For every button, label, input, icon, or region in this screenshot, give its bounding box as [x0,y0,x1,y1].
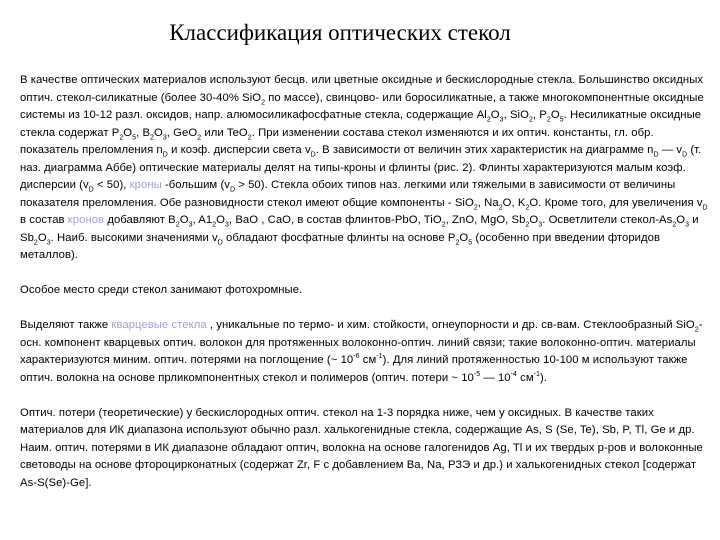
slide-body [20,72,710,492]
link-quartz-glass[interactable]: кварцевые стекла [111,319,207,331]
paragraph-oxygen-free: Оптич. потери (теоретические) у бескислородных оптич. стекол на 1-3 порядка ниже, чем у оксидных. В качестве таких материалов для ИК диапазона используют обычно разл. халькогенидные стекла, содержащие As, S (Se, Te), Sb, P, Tl, Ge и др. Наим. оптич. потерями в ИК диапазоне обладают оптич, волокна на основе галогенидов Ag, Tl и их твердых р-ров и волоконные световоды на основе фтороцирконатных (содержат Zr, F с добавлением Ba, Na, РЗЭ и др.) и халькогенидных стекол [содержат As-S(Se)-Ge]. [20,406,703,489]
paragraph-abbe: В качестве оптических материалов используют бесцв. или цветные оксидные и бескислородные стекла. Большинство оксидных оптич. стекол-силикатные (более 30-40% SiO$_2$ по массе), свинцово- или боросиликатные, а также многокомпонентные оксидные системы из 10-12 разл. оксидов, напр. алюмосиликафосфатные стекла, содержащие $Al_2O_3$, SiO$_2$, $P_2O_5$. Несиликатные оксидные стекла содержат $P_2O_5$, $B_2O_3$, GeO$_2$ или TeO$_2$. При изменении состава стекол изменяются и их оптич. константы, гл. обр. показатель преломления $n_D$ и коэф. дисперсии света $v_D$. В зависимости от величин этих характеристик на диаграмме $n_D$ — $v_D$ (т. наз. диаграмма Аббе) оптические материалы делят на типы-кроны и флинты (рис. 2). Флинты характеризуются малым коэф. дисперсии $(v_D < 50)$, кроны -большим $(v_D > 50)$. Стекла обоих типов наз. легкими или тяжелыми в зависимости от величины показателя преломления. Обе разновидности стекол имеют общие компоненты - SiO$_2$, $Na_2O$, $K_2O$. Кроме того, для увеличения $v_D$ в состав кронов добавляют $B_2O_3$, $A1_2O_3$, BaO , CaO, в состав флинтов-PbO, TiO$_2$, ZnO, MgO, $Sb_2O_3$. Осветлители стекол-$As_2O_3$ и $Sb_2O_3$. Наиб. высокими значениями $v_D$ обладают фосфатные флинты на основе $P_2O_5$ (особенно при введении фторидов металлов). [20,74,708,261]
link-kronov[interactable]: кронов [67,214,105,226]
link-krony[interactable]: кроны [129,179,162,191]
slide-title: Классификация оптических стекол [169,20,511,45]
paragraph-photochromic: Особое место среди стекол занимают фотохромные. [20,284,303,296]
paragraph-quartz: Выделяют также кварцевые стекла , уникальные по термо- и хим. стойкости, огнеупорности и др. св-вам. Стеклообразный SiO$_2$-осн. компонент кварцевых оптич. волокон для протяженных волоконно-оптич. линий связи; такие волоконно-оптич. материалы характеризуются миним. оптич. потерями на поглощение (~ $10^{-6}$ $см^{-1}$). Для линий протяженностью 10-100 м используют также оптич. волокна на основе прликомпонентных стекол и полимеров (оптич. потери ~ $10^{-5}$ — $10^{-4}$ $см^{-1}$). [20,319,703,384]
